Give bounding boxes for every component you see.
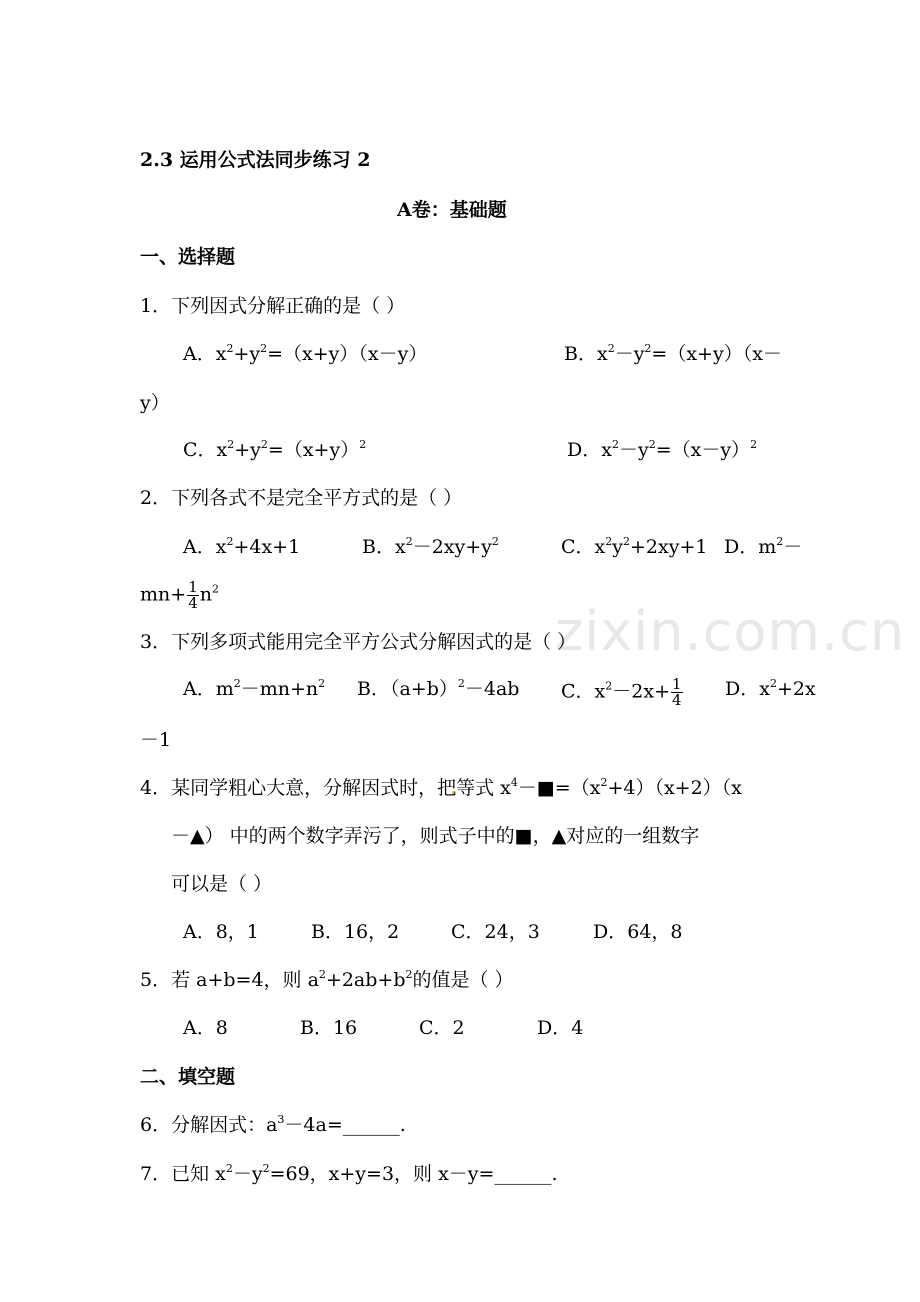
q2-option-b: B．$x^2-2xy+y^2$ — [362, 535, 499, 558]
q2-option-a: A．$x^2+4x+1$ — [183, 535, 301, 558]
question-1-stem: 1．下列因式分解正确的是（ ） — [140, 295, 406, 317]
q3-option-c: C．$x^2-2x+$ $\frac{1}{4}$ — [561, 675, 682, 709]
q1-option-b-continued: y） — [140, 392, 170, 414]
section-heading: A卷：基础题 — [397, 199, 507, 221]
fraction-one-quarter: $\frac{1}{4}$ — [672, 675, 682, 709]
q1-option-c: C．$x^2+y^2=(x+y)^2$ — [183, 438, 367, 461]
q5-option-a: A．8 — [183, 1017, 228, 1039]
question-6: 6．分解因式：$a^3-4a=\_\_\_\_\_\_$. — [140, 1113, 406, 1136]
q2-option-c: C．$x^2y^2+2xy+1$ — [561, 535, 708, 558]
q1-option-a: A．$x^2+y^2=(x+y)(x-y)$ — [183, 342, 428, 365]
q3-option-d: D．$x^2+2x$ — [725, 677, 816, 700]
q2-option-d: D．$m^2-$ — [724, 535, 803, 558]
q4-option-d: D．64，8 — [593, 921, 683, 943]
q3-option-d-continued: －1 — [140, 729, 172, 751]
watermark: zixin.com.cn — [555, 600, 906, 663]
question-3-stem: 3．下列多项式能用完全平方公式分解因式的是（ ） — [140, 631, 577, 653]
q1-option-b: B．$x^2-y^2=(x+y)(x-$ — [564, 342, 782, 365]
q2-option-d-continued: mn+ $\frac{1}{4}$ $n^2$ — [140, 578, 219, 612]
q5-option-d: D．4 — [537, 1017, 584, 1039]
q5-option-b: B．16 — [300, 1017, 358, 1039]
q5-option-c: C．2 — [419, 1017, 465, 1039]
question-7: 7．已知 $x^2-y^2=69$，x+y=3，则 x－y=______. — [140, 1162, 558, 1185]
q3-option-a: A．$m^2-mn+n^2$ — [183, 677, 326, 700]
fraction-one-quarter: $\frac{1}{4}$ — [188, 578, 198, 612]
part-heading-fill: 二、填空题 — [140, 1066, 236, 1088]
question-5-stem: 5．若 a+b=4，则 $a^2+2ab+b^2$的值是（ ） — [140, 968, 514, 991]
part-heading-choice: 一、选择题 — [140, 246, 236, 268]
question-4-line-1: 4．某同学粗心大意，分解因式时，把等式 $x^4-■=(x^2+4)(x+2)(x$ — [140, 776, 742, 799]
question-4-line-3: 可以是（ ） — [171, 873, 273, 895]
q4-option-c: C．24，3 — [451, 921, 540, 943]
question-2-stem: 2．下列各式不是完全平方式的是（ ） — [140, 487, 463, 509]
q4-option-a: A．8，1 — [183, 921, 259, 943]
q3-option-b: B．$(a+b)^2-4ab$ — [357, 677, 520, 700]
q1-option-d: D．$x^2-y^2=(x-y)^2$ — [567, 438, 758, 461]
question-4-line-2: －▲） 中的两个数字弄污了，则式子中的■，▲对应的一组数字 — [171, 825, 700, 847]
document-title: 2.3 运用公式法同步练习 2 — [140, 149, 371, 171]
q4-option-b: B．16，2 — [311, 921, 400, 943]
